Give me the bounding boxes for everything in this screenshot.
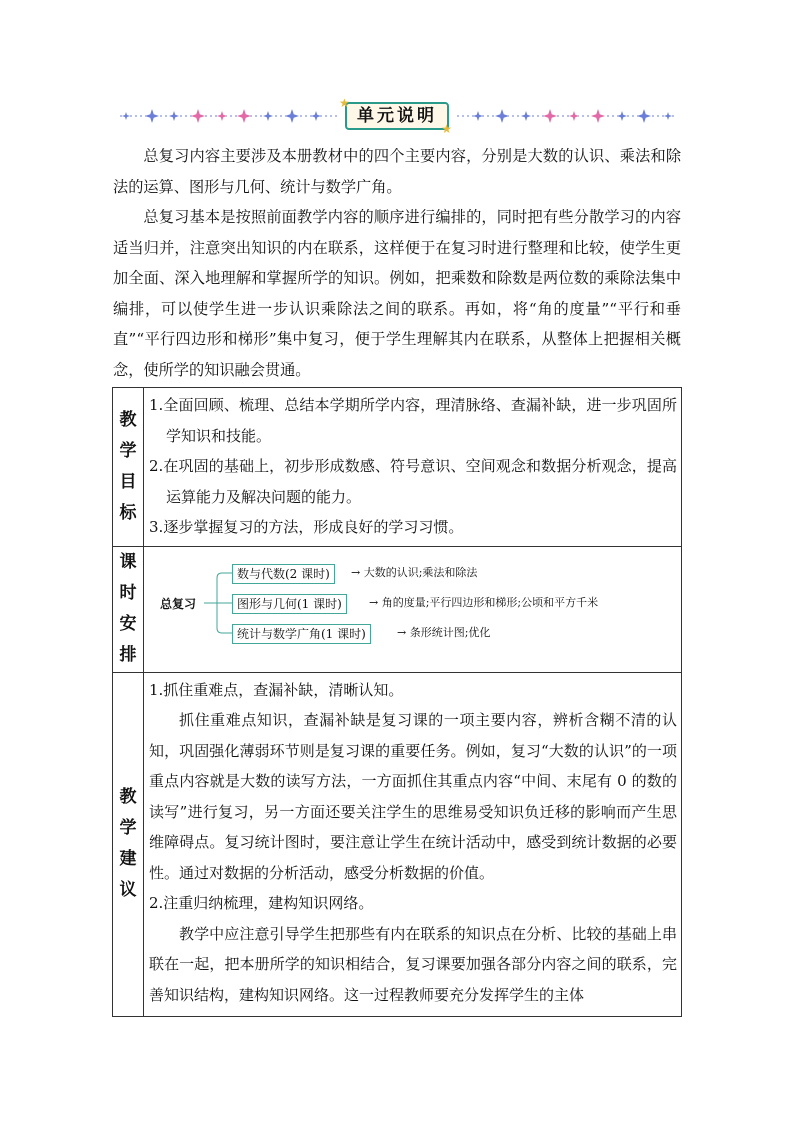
section-title: 单元说明 — [357, 106, 437, 126]
sparkle-icon — [617, 111, 627, 121]
header-char: 教 — [119, 409, 137, 430]
header-char: 排 — [119, 645, 137, 665]
section-title-box — [339, 96, 455, 136]
branch-topics: → 角的度量;平行四边形和梯形;公顷和平方千米 — [369, 595, 599, 609]
header-char: 标 — [119, 502, 137, 523]
suggestion-title: 1.抓住重难点，查漏补缺，清晰认知。 — [149, 680, 404, 699]
header-char: 学 — [119, 440, 137, 461]
sparkle-icon — [637, 109, 651, 123]
header-char: 时 — [119, 583, 137, 603]
sparkle-icon — [543, 109, 557, 123]
suggestions-header — [113, 672, 144, 1016]
sparkle-icon — [495, 109, 509, 123]
branch-topics: → 大数的认识;乘法和除法 — [351, 565, 478, 579]
section-banner — [112, 96, 682, 136]
plan-table — [112, 387, 682, 1017]
sparkle-icon — [169, 111, 179, 121]
intro-paragraph-2: 总复习基本是按照前面教学内容的顺序进行编排的，同时把有些分散学习的内容适当归并，注意突出知识的内在联系，这样便于在复习时进行整理和比较，使学生更加全面、深入地理解和掌握所学的知识。例如，把乘数和除数是两位数的乘除法集中编排，可以使学生进一步认识乘除法之间的联系。再如，将“角的度量”“平行和垂直”“平行四边形和梯形”集中复习，便于学生理解其内在联系，从整体上把握相关概念，使所学的知识融会贯通。 — [113, 208, 681, 379]
suggestion-body: 教学中应注意引导学生把那些有内在联系的知识点在分析、比较的基础上串联在一起，把本册所学的知识相结合，复习课要加强各部分内容之间的联系，完善知识结构，建构知识网络。这一过程教师要充分发挥学生的主体 — [149, 924, 677, 1004]
intro-paragraph-1: 总复习内容主要涉及本册教材中的四个主要内容，分别是大数的认识、乘法和除法的运算、图形与几何、统计与数学广角。 — [113, 147, 681, 196]
sparkle-icon — [191, 109, 205, 123]
goals-header — [113, 388, 144, 547]
goal-item: 1.全面回顾、梳理、总结本学期所学内容，理清脉络、查漏补缺，进一步巩固所学知识和技能。 — [149, 396, 677, 445]
header-char: 建 — [119, 849, 137, 869]
header-char: 学 — [119, 818, 137, 838]
branch-topics: → 条形统计图;优化 — [397, 625, 491, 639]
branch-box: 数与代数(2 课时) — [232, 564, 335, 584]
schedule-header — [113, 546, 144, 672]
sparkle-icon — [664, 112, 672, 120]
header-char: 安 — [119, 614, 137, 634]
header-char: 教 — [119, 787, 137, 807]
goal-item: 3.逐步掌握复习的方法，形成良好的学习习惯。 — [149, 518, 464, 536]
schedule-diagram — [144, 547, 681, 659]
star-icon: ★ — [339, 96, 353, 110]
branch-box: 图形与几何(1 课时) — [232, 594, 347, 614]
goals-content — [144, 388, 682, 547]
schedule-root: 总复习 — [160, 596, 197, 611]
suggestion-body: 抓住重难点知识，查漏补缺是复习课的一项主要内容，辨析含糊不清的认知，巩固强化薄弱环节则是复习课的重要任务。例如，复习“大数的认识”的一项重点内容就是大数的读写方法，一方面抓住其重点内容“中间、末尾有 0 的数的读写”进行复习，另一方面还要关注学生的思维易受知识负迁移的影响而产生思维障碍点。复习统计图时，要注意让学生在统计活动中，感受到统计数据的必要性。通过对数据的分析活动，感受分析数据的价值。 — [149, 711, 677, 882]
goal-item: 2.在巩固的基础上，初步形成数感、符号意识、空间观念和数据分析观念，提高运算能力及解决问题的能力。 — [149, 457, 677, 506]
star-icon: ★ — [441, 122, 455, 136]
sparkle-icon — [217, 111, 227, 121]
suggestion-title: 2.注重归纳梳理，建构知识网络。 — [149, 894, 374, 912]
header-char: 议 — [119, 880, 137, 900]
sparkle-icon — [285, 109, 299, 123]
goals-row — [113, 388, 682, 547]
sparkle-icon — [473, 111, 483, 121]
suggestions-row — [113, 672, 682, 1016]
branch-box: 统计与数学广角(1 课时) — [232, 624, 371, 644]
header-char: 课 — [119, 552, 137, 572]
sparkle-icon — [311, 111, 321, 121]
sparkle-icon — [591, 109, 605, 123]
sparkle-icon — [569, 111, 579, 121]
sparkle-icon — [263, 111, 273, 121]
sparkle-icon — [122, 112, 130, 120]
schedule-content — [144, 546, 682, 672]
sparkle-icon — [145, 109, 159, 123]
header-char: 目 — [119, 471, 137, 492]
schedule-row — [113, 546, 682, 672]
sparkle-icon — [521, 111, 531, 121]
suggestions-content — [144, 672, 682, 1016]
sparkle-icon — [237, 109, 251, 123]
intro-text — [113, 141, 681, 385]
